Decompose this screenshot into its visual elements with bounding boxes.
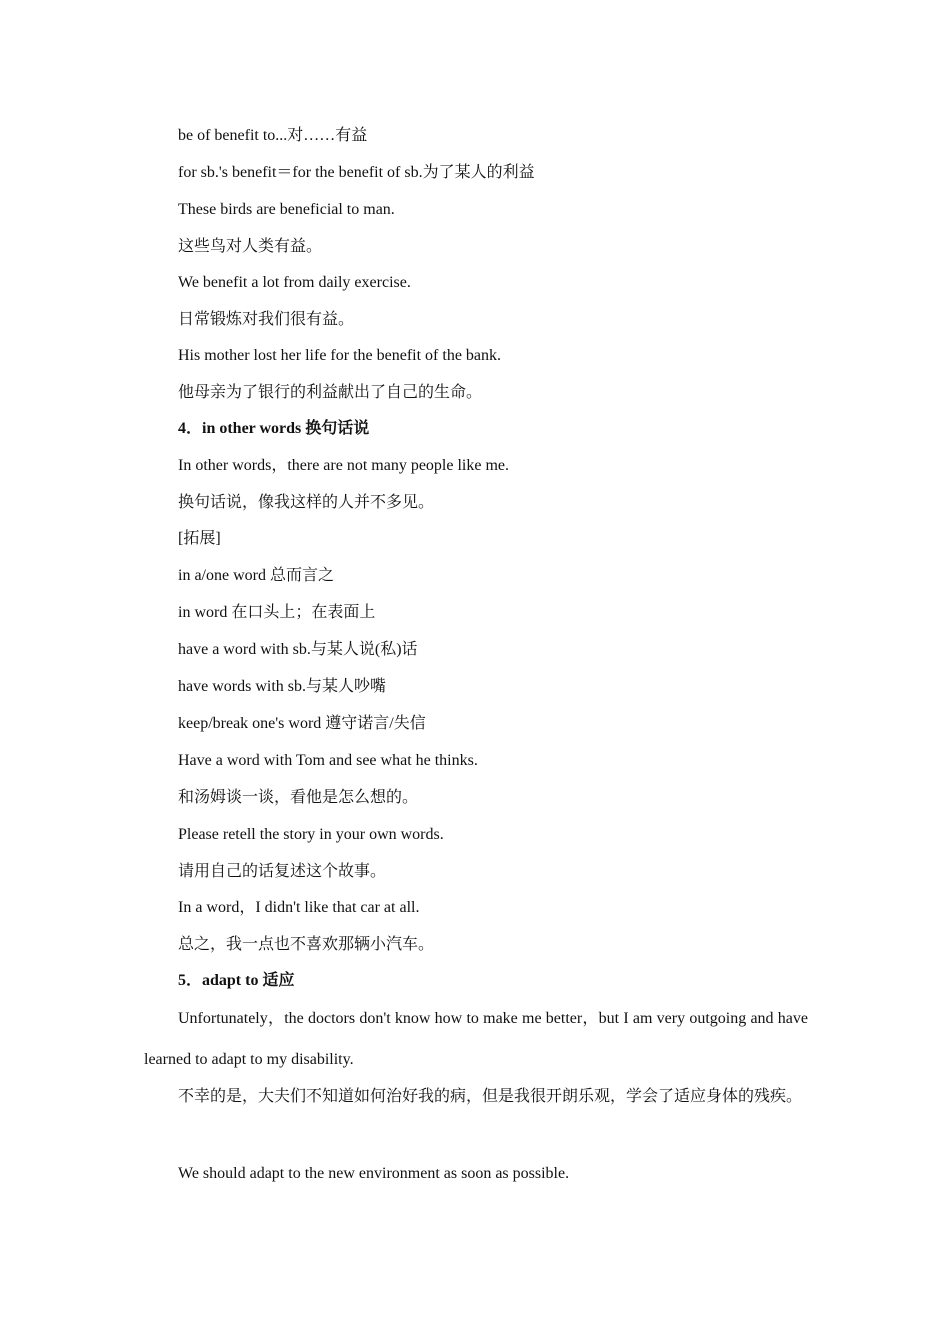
example-sentence-zh: 和汤姆谈一谈，看他是怎么想的。 bbox=[178, 789, 419, 806]
text-line: for sb.'s benefit＝for the benefit of sb.为了某人的利益 bbox=[178, 164, 535, 181]
section-heading: 5．adapt to 适应 bbox=[178, 972, 295, 989]
example-sentence-en: We benefit a lot from daily exercise. bbox=[178, 274, 411, 291]
example-sentence-en: Have a word with Tom and see what he thinks. bbox=[178, 752, 478, 769]
example-sentence-en: In other words，there are not many people like me. bbox=[178, 457, 510, 474]
phrase-item: keep/break one's word 遵守诺言/失信 bbox=[178, 715, 426, 732]
section-heading: 4．in other words 换句话说 bbox=[178, 420, 370, 437]
extension-label: [拓展] bbox=[178, 530, 221, 547]
example-sentence-zh: 他母亲为了银行的利益献出了自己的生命。 bbox=[178, 384, 483, 401]
example-sentence-en: These birds are beneficial to man. bbox=[178, 201, 395, 218]
example-sentence-en: His mother lost her life for the benefit of the bank. bbox=[178, 347, 502, 364]
example-sentence-zh: 换句话说，像我这样的人并不多见。 bbox=[178, 494, 435, 511]
phrase-item: in word 在口头上；在表面上 bbox=[178, 604, 376, 621]
example-sentence-zh: 日常锻炼对我们很有益。 bbox=[178, 311, 355, 328]
phrase-item: in a/one word 总而言之 bbox=[178, 567, 334, 584]
example-sentence-en: We should adapt to the new environment as soon as possible. bbox=[178, 1165, 570, 1182]
example-sentence-zh: 这些鸟对人类有益。 bbox=[178, 238, 323, 255]
example-paragraph-zh: 不幸的是，大夫们不知道如何治好我的病，但是我很开朗乐观，学会了适应身体的残疾。 bbox=[178, 1088, 803, 1105]
example-sentence-en: Please retell the story in your own words. bbox=[178, 826, 444, 843]
phrase-item: have words with sb.与某人吵嘴 bbox=[178, 678, 386, 695]
text-line: be of benefit to...对……有益 bbox=[178, 127, 368, 144]
phrase-item: have a word with sb.与某人说(私)话 bbox=[178, 641, 418, 658]
example-paragraph-en: Unfortunately，the doctors don't know how to make me better，but I am very outgoing and have learned to adapt to my disability. bbox=[144, 1010, 808, 1068]
example-sentence-en: In a word，I didn't like that car at all. bbox=[178, 899, 420, 916]
example-sentence-zh: 总之，我一点也不喜欢那辆小汽车。 bbox=[178, 936, 435, 953]
example-sentence-zh: 请用自己的话复述这个故事。 bbox=[178, 863, 387, 880]
